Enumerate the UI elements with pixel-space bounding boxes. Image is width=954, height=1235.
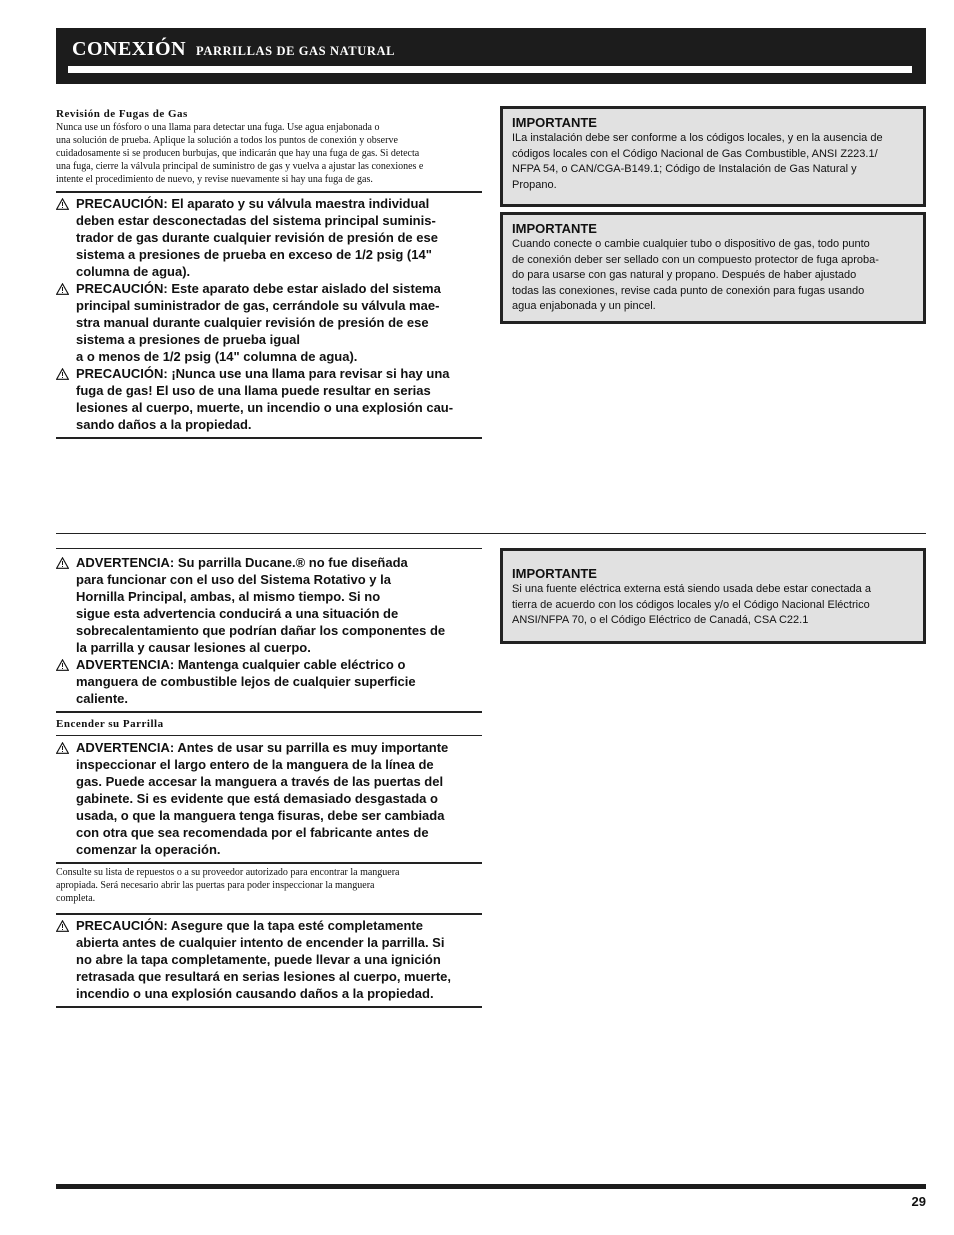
text-line: tierra de acuerdo con los códigos locales y/o el Código Nacional Eléctrico [512, 598, 870, 611]
text-line: manguera de combustible lejos de cualquier superficie [76, 674, 416, 689]
text-line: PRECAUCIÓN: El aparato y su válvula maestra individual [76, 196, 430, 211]
warning-triangle-icon [56, 557, 69, 569]
text-line: todas las conexiones, revise cada punto de conexión para fugas usando [512, 284, 865, 297]
text-line: ADVERTENCIA: Mantenga cualquier cable eléctrico o [76, 657, 406, 672]
warning-triangle-icon [56, 742, 69, 754]
text-line: ADVERTENCIA: Su parrilla Ducane.® no fue diseñada [76, 555, 408, 570]
important-title: IMPORTANTE [512, 221, 597, 236]
text-line: sistema a presiones de prueba en exceso de 1/2 psig (14" [76, 247, 432, 262]
section-divider [56, 533, 926, 534]
text-line: Hornilla Principal, ambas, al mismo tiempo. Si no [76, 589, 381, 604]
divider [56, 862, 482, 864]
text-line: con otra que sea recomendada por el fabricante antes de [76, 825, 429, 840]
text-line: principal suministrador de gas, cerrándole su válvula mae- [76, 298, 440, 313]
hose-note [56, 866, 482, 905]
divider [56, 711, 482, 713]
text-line: retrasada que resultará en serias lesiones al cuerpo, muerte, [76, 969, 452, 984]
text-line: comenzar la operación. [76, 842, 221, 857]
section-title: CONEXIÓN [72, 38, 187, 60]
warning-triangle-icon [56, 198, 69, 210]
text-line: caliente. [76, 691, 129, 706]
text-line: la parrilla y causar lesiones al cuerpo. [76, 640, 311, 655]
footer-rule [56, 1184, 926, 1189]
text-line: cuidadosamente si se producen burbujas, que indicarán que hay una fuga de gas. Si detecta [56, 148, 420, 159]
text-line: Cuando conecte o cambie cualquier tubo o dispositivo de gas, todo punto [512, 238, 870, 250]
caution-item [56, 917, 482, 1002]
text-line: do para usarse con gas natural y propano. Después de haber ajustado [512, 269, 857, 281]
lighting-heading: Encender su Parrilla [56, 718, 164, 730]
text-line: una fuga, cierre la válvula principal de suministro de gas y vuelva a ajustar las conexiones e [56, 161, 424, 172]
lower-left-section [56, 548, 482, 1008]
leak-check-heading: Revisión de Fugas de Gas [56, 108, 188, 120]
text-line: deben estar desconectadas del sistema principal suminis- [76, 213, 436, 228]
warning-triangle-icon [56, 368, 69, 380]
text-line: Nunca use un fósforo o una llama para detectar una fuga. Use agua enjabonada o [56, 122, 380, 133]
caution-item [56, 195, 482, 280]
warning-item [56, 656, 482, 707]
text-line: abierta antes de cualquier intento de encender la parrilla. Si [76, 935, 445, 950]
text-line: sobrecalentamiento que podrían dañar los componentes de [76, 623, 446, 638]
text-line: gabinete. Si es evidente que está demasiado desgastada o [76, 791, 438, 806]
text-line: ILa instalación debe ser conforme a los códigos locales, y en la ausencia de [512, 132, 883, 144]
section-subtitle: PARRILLAS DE GAS NATURAL [196, 44, 396, 58]
text-line: gas. Puede accesar la manguera a través de las puertas del [76, 774, 444, 789]
text-line: para funcionar con el uso del Sistema Rotativo y la [76, 572, 391, 587]
divider [56, 735, 482, 736]
divider [56, 548, 482, 549]
page-header [56, 28, 926, 84]
divider [56, 437, 482, 439]
page-number: 29 [911, 1194, 926, 1209]
text-line: no abre la tapa completamente, puede llevar a una ignición [76, 952, 441, 967]
text-line: sando daños a la propiedad. [76, 417, 252, 432]
text-line: intente el procedimiento de nuevo, y revise nuevamente si hay una fuga de gas. [56, 174, 373, 185]
text-line: códigos locales con el Código Nacional de Gas Combustible, ANSI Z223.1/ [512, 147, 878, 160]
important-title: IMPORTANTE [512, 566, 597, 581]
divider [56, 1006, 482, 1008]
caution-list [56, 195, 482, 433]
important-box [500, 212, 926, 324]
warning-item [56, 739, 482, 858]
warning-list [56, 554, 482, 707]
text-line: inspeccionar el largo entero de la manguera de la línea de [76, 757, 434, 772]
text-line: NFPA 54, o CAN/CGA-B149.1; Código de Instalación de Gas Natural y [512, 163, 857, 175]
text-line: fuga de gas! El uso de una llama puede resultar en serias [76, 383, 431, 398]
important-box [500, 548, 926, 644]
text-line: stra manual durante cualquier revisión de presión de ese [76, 315, 429, 330]
warning-triangle-icon [56, 659, 69, 671]
divider [56, 913, 482, 915]
text-line: agua enjabonada y un pincel. [512, 300, 656, 312]
text-line: de conexión deber ser sellado con un compuesto protector de fuga aproba- [512, 253, 879, 266]
text-line: ADVERTENCIA: Antes de usar su parrilla es muy importante [76, 740, 449, 755]
text-line: apropiada. Será necesario abrir las puertas para poder inspeccionar la manguera [56, 880, 375, 891]
text-line: PRECAUCIÓN: ¡Nunca use una llama para revisar si hay una [76, 366, 450, 381]
caution-item [56, 280, 482, 365]
text-line: completa. [56, 893, 96, 904]
text-line: lesiones al cuerpo, muerte, un incendio o una explosión cau- [76, 400, 454, 415]
leak-check-text [56, 121, 482, 186]
text-line: PRECAUCIÓN: Este aparato debe estar aislado del sistema [76, 281, 441, 296]
header-rule [68, 66, 912, 73]
leak-check-section [56, 108, 482, 439]
text-line: una solución de prueba. Aplique la solución a todos los puntos de conexión y observe [56, 135, 398, 146]
text-line: sigue esta advertencia conducirá a una situación de [76, 606, 399, 621]
divider [56, 191, 482, 193]
text-line: incendio o una explosión causando daños a la propiedad. [76, 986, 434, 1001]
text-line: a o menos de 1/2 psig (14" columna de agua). [76, 349, 358, 364]
text-line: trador de gas durante cualquier revisión de presión de ese [76, 230, 438, 245]
warning-triangle-icon [56, 283, 69, 295]
text-line: Si una fuente eléctrica externa está siendo usada debe estar conectada a [512, 583, 871, 595]
text-line: PRECAUCIÓN: Asegure que la tapa esté completamente [76, 918, 423, 933]
text-line: sistema a presiones de prueba igual [76, 332, 300, 347]
text-line: columna de agua). [76, 264, 191, 279]
warning-triangle-icon [56, 920, 69, 932]
caution-item [56, 365, 482, 433]
warning-item [56, 554, 482, 656]
text-line: Consulte su lista de repuestos o a su proveedor autorizado para encontrar la manguera [56, 867, 400, 878]
important-title: IMPORTANTE [512, 115, 597, 130]
text-line: Propano. [512, 178, 557, 191]
text-line: usada, o que la manguera tenga fisuras, debe ser cambiada [76, 808, 445, 823]
important-box [500, 106, 926, 207]
text-line: ANSI/NFPA 70, o el Código Eléctrico de Canadá, CSA C22.1 [512, 614, 809, 626]
